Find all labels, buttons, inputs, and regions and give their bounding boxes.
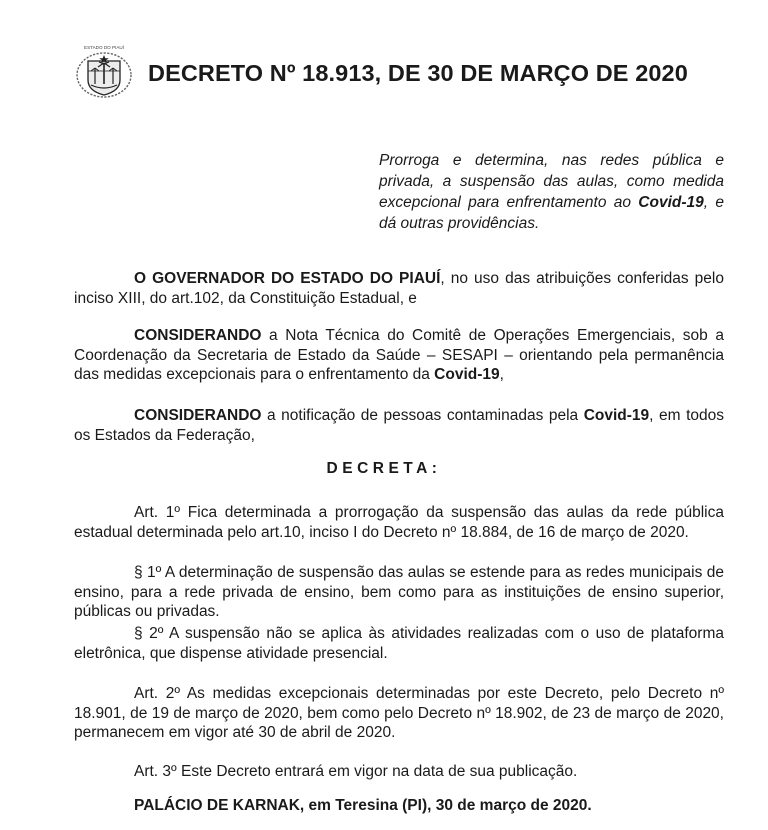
state-coat-of-arms-icon <box>74 42 134 100</box>
article-1-paragraph-2: § 2º A suspensão não se aplica às atividades realizadas com o uso de plataforma eletrônica, que dispense atividade presencial. <box>74 625 724 662</box>
closing-line: PALÁCIO DE KARNAK, em Teresina (PI), 30 de março de 2020. <box>134 797 592 814</box>
seal-caption: ESTADO DO PIAUÍ <box>84 45 124 50</box>
decree-title: DECRETO Nº 18.913, DE 30 DE MARÇO DE 2020 <box>148 60 688 86</box>
decreta-heading: DECRETA: <box>326 460 442 477</box>
article-2: Art. 2º As medidas excepcionais determinadas por este Decreto, pelo Decreto nº 18.901, de 19 de março de 2020, bem como pelo Decreto nº 18.902, de 23 de março de 2020, permanecem em vigor até 30 de abril de 2020. <box>74 685 724 741</box>
considerando-1: CONSIDERANDO a Nota Técnica do Comitê de Operações Emergenciais, sob a Coordenação da Secretaria de Estado da Saúde – SESAPI – orientando pela permanência das medidas excepcionais para o enfrentamento da Covid-19, <box>74 327 724 383</box>
governor-preamble: O GOVERNADOR DO ESTADO DO PIAUÍ, no uso das atribuições conferidas pelo inciso XIII, do art.102, da Constituição Estadual, e <box>74 270 724 307</box>
article-1-paragraph-1: § 1º A determinação de suspensão das aulas se estende para as redes municipais de ensino, para a rede privada de ensino, bem como para as instituições de ensino superior, públicas ou privadas. <box>74 564 724 620</box>
article-1: Art. 1º Fica determinada a prorrogação da suspensão das aulas da rede pública estadual determinada pelo art.10, inciso I do Decreto nº 18.884, de 16 de março de 2020. <box>74 504 724 541</box>
decree-summary: Prorroga e determina, nas redes pública e privada, a suspensão das aulas, como medida excepcional para enfrentamento ao Covid-19, e dá outras providências. <box>379 152 724 232</box>
considerando-2: CONSIDERANDO a notificação de pessoas contaminadas pela Covid-19, em todos os Estados da Federação, <box>74 407 724 444</box>
covid-term: Covid-19 <box>638 194 704 211</box>
article-3: Art. 3º Este Decreto entrará em vigor na data de sua publicação. <box>134 763 578 780</box>
